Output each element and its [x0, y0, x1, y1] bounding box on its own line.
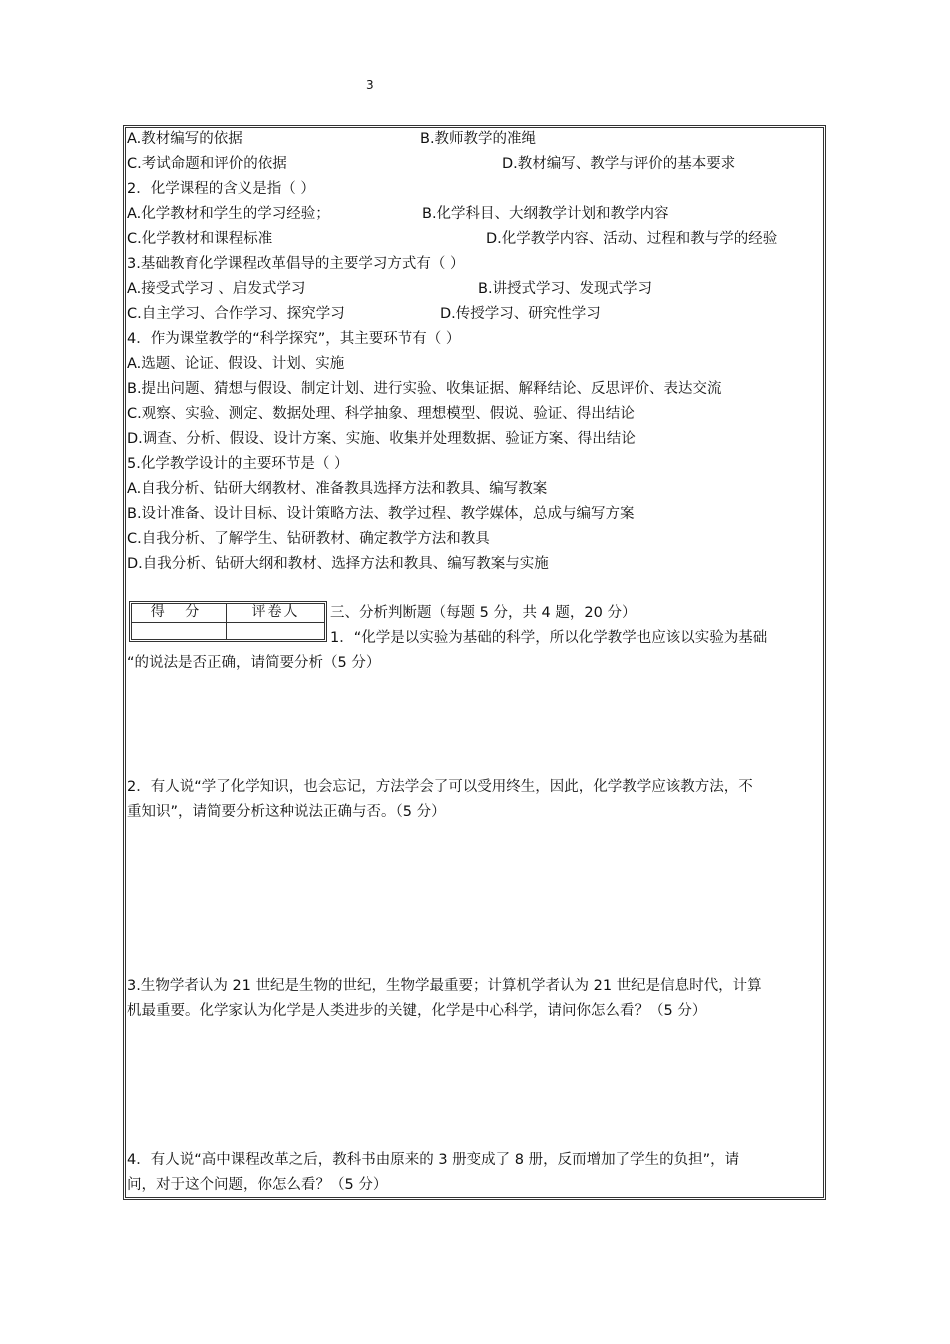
s3-q3-line2: 机最重要。化学家认为化学是人类进步的关键，化学是中心科学，请问你怎么看？（5 分） [127, 1003, 707, 1019]
q3-option-b: B.讲授式学习、发现式学习 [478, 281, 653, 297]
score-header: 得 分 [132, 604, 227, 623]
q5-option-d: D.自我分析、钻研大纲和教材、选择方法和教具、编写教案与实施 [127, 556, 549, 572]
q4-option-d: D.调查、分析、假设、设计方案、实施、收集并处理数据、验证方案、得出结论 [127, 431, 636, 447]
q4-option-c: C.观察、实验、测定、数据处理、科学抽象、理想模型、假说、验证、得出结论 [127, 406, 635, 422]
q1-option-a: A.教材编写的依据 [127, 131, 243, 147]
q3-stem: 3.基础教育化学课程改革倡导的主要学习方式有（ ） [127, 256, 465, 272]
s3-q2-line2: 重知识”，请简要分析这种说法正确与否。（5 分） [127, 804, 446, 820]
q2-option-a: A.化学教材和学生的学习经验； [127, 206, 330, 222]
q1-option-b: B.教师教学的准绳 [420, 131, 537, 147]
page-number: 3 [366, 78, 374, 92]
s3-q1-answer-space[interactable] [127, 673, 817, 773]
score-cell[interactable] [132, 623, 227, 639]
grader-header: 评卷人 [227, 604, 324, 623]
s3-q1-line1: 1．“化学是以实验为基础的科学，所以化学教学也应该以实验为基础 [330, 630, 768, 646]
q5-stem: 5.化学教学设计的主要环节是（ ） [127, 456, 349, 472]
q5-option-a: A.自我分析、钻研大纲教材、准备教具选择方法和教具、编写教案 [127, 481, 548, 497]
q5-option-c: C.自我分析、了解学生、钻研教材、确定教学方法和教具 [127, 531, 490, 547]
q2-option-b: B.化学科目、大纲教学计划和教学内容 [422, 206, 669, 222]
s3-q1-line2: “的说法是否正确，请简要分析（5 分） [127, 655, 381, 671]
s3-q2-line1: 2．有人说“学了化学知识，也会忘记，方法学会了可以受用终生，因此，化学教学应该教方法，不 [127, 779, 753, 795]
q2-option-d: D.化学教学内容、活动、过程和教与学的经验 [486, 231, 778, 247]
grader-cell[interactable] [227, 623, 324, 639]
q1-option-d: D.教材编写、教学与评价的基本要求 [502, 156, 736, 172]
q4-option-b: B.提出问题、猜想与假设、制定计划、进行实验、收集证据、解释结论、反思评价、表达交流 [127, 381, 722, 397]
s3-q4-line2: 问，对于这个问题，你怎么看？（5 分） [127, 1177, 388, 1193]
q4-stem: 4．作为课堂教学的“科学探究”，其主要环节有（ ） [127, 331, 461, 347]
q2-option-c: C.化学教材和课程标准 [127, 231, 273, 247]
section3-title: 三、分析判断题（每题 5 分，共 4 题，20 分） [330, 605, 637, 621]
q3-option-d: D.传授学习、研究性学习 [440, 306, 601, 322]
score-table [129, 601, 327, 642]
s3-q2-answer-space[interactable] [127, 822, 817, 972]
q4-option-a: A.选题、论证、假设、计划、实施 [127, 356, 345, 372]
q5-option-b: B.设计准备、设计目标、设计策略方法、教学过程、教学媒体，总成与编写方案 [127, 506, 635, 522]
s3-q3-line1: 3.生物学者认为 21 世纪是生物的世纪，生物学最重要；计算机学者认为 21 世纪是信息时代，计算 [127, 978, 762, 994]
q3-option-c: C.自主学习、合作学习、探究学习 [127, 306, 345, 322]
q2-stem: 2．化学课程的含义是指（ ） [127, 181, 315, 197]
s3-q3-answer-space[interactable] [127, 1021, 817, 1146]
q1-option-c: C.考试命题和评价的依据 [127, 156, 287, 172]
s3-q4-line1: 4．有人说“高中课程改革之后，教科书由原来的 3 册变成了 8 册，反而增加了学生的负担”，请 [127, 1152, 740, 1168]
q3-option-a: A.接受式学习 、启发式学习 [127, 281, 306, 297]
